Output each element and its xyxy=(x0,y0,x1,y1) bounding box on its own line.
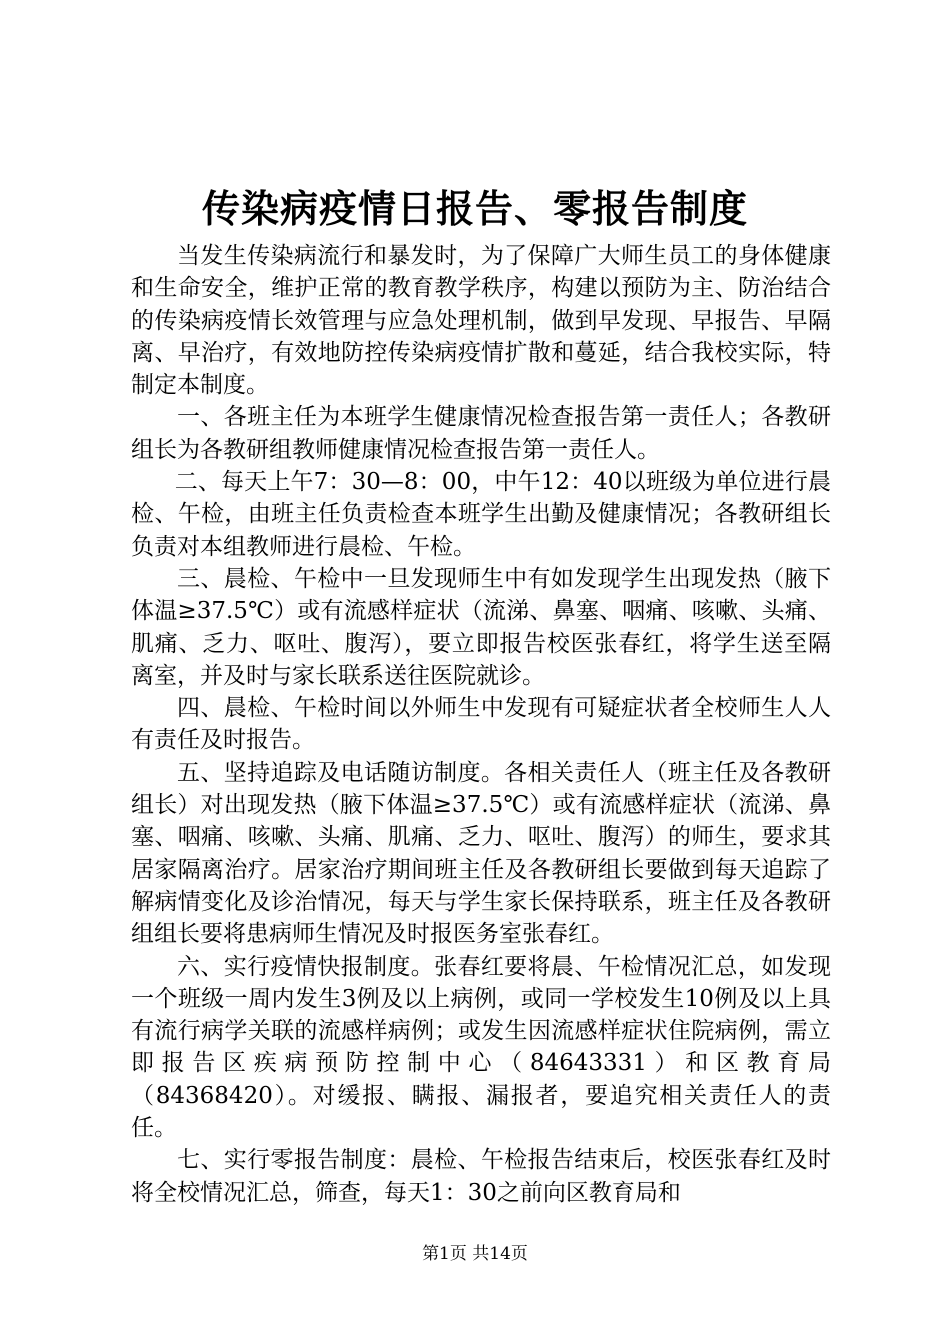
paragraph-6: 六、实行疫情快报制度。张春红要将晨、午检情况汇总，如发现一个班级一周内发生3例及以上病例，或同一学校发生10例及以上具有流行病学关联的流感样病例；或发生因流感样症状住院病例，需立即报告区疾病预防控制中心（84643331）和区教育局（84368420）。对缓报、瞒报、漏报者，要追究相关责任人的责任。 xyxy=(131,953,831,1142)
paragraph-7: 七、实行零报告制度：晨检、午检报告结束后，校医张春红及时将全校情况汇总，筛查，每天1：30之前向区教育局和 xyxy=(131,1147,831,1206)
page-number-footer: 第1页 共14页 xyxy=(422,1244,528,1264)
paragraph-3: 三、晨检、午检中一旦发现师生中有如发现学生出现发热（腋下体温≥37.5℃）或有流感样症状（流涕、鼻塞、咽痛、咳嗽、头痛、肌痛、乏力、呕吐、腹泻），要立即报告校医张春红，将学生送至隔离室，并及时与家长联系送往医院就诊。 xyxy=(131,565,831,689)
paragraph-1: 一、各班主任为本班学生健康情况检查报告第一责任人；各教研组长为各教研组教师健康情况检查报告第一责任人。 xyxy=(131,404,831,463)
paragraph-intro: 当发生传染病流行和暴发时，为了保障广大师生员工的身体健康和生命安全，维护正常的教育教学秩序，构建以预防为主、防治结合的传染病疫情长效管理与应急处理机制，做到早发现、早报告、早隔离、早治疗，有效地防控传染病疫情扩散和蔓延，结合我校实际，特制定本制度。 xyxy=(131,243,831,399)
paragraph-4: 四、晨检、午检时间以外师生中发现有可疑症状者全校师生人人有责任及时报告。 xyxy=(131,695,831,754)
paragraph-2: 二、每天上午7：30—8：00，中午12：40以班级为单位进行晨检、午检，由班主任负责检查本班学生出勤及健康情况；各教研组长负责对本组教师进行晨检、午检。 xyxy=(131,469,831,560)
paragraph-5: 五、坚持追踪及电话随访制度。各相关责任人（班主任及各教研组长）对出现发热（腋下体温≥37.5℃）或有流感样症状（流涕、鼻塞、咽痛、咳嗽、头痛、肌痛、乏力、呕吐、腹泻）的师生，要求其居家隔离治疗。居家治疗期间班主任及各教研组长要做到每天追踪了解病情变化及诊治情况，每天与学生家长保持联系，班主任及各教研组组长要将患病师生情况及时报医务室张春红。 xyxy=(131,759,831,948)
document-body xyxy=(131,240,831,1209)
document-title: 传染病疫情日报告、零报告制度 xyxy=(201,186,748,231)
